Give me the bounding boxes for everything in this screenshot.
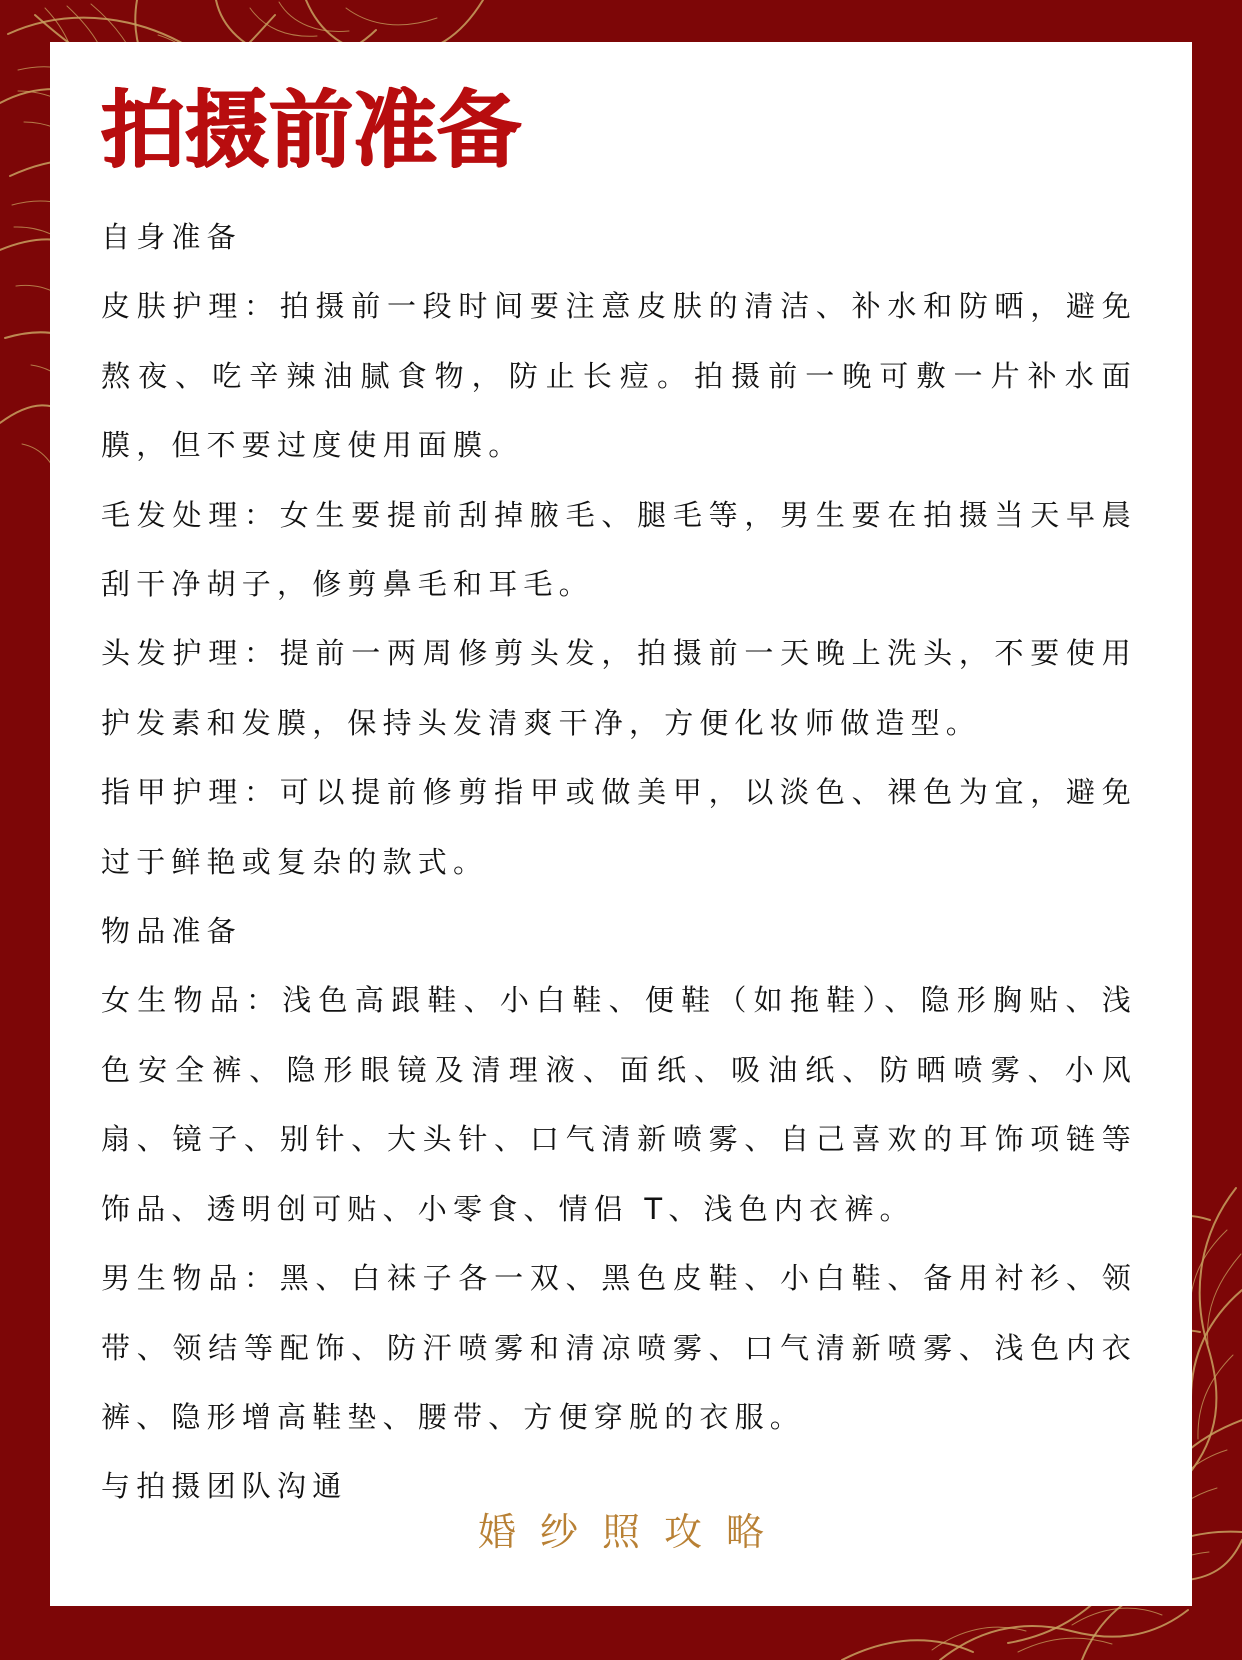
page-title: 拍摄前准备: [101, 81, 522, 179]
skin-care-paragraph: 皮肤护理：拍摄前一段时间要注意皮肤的清洁、补水和防晒，避免熬夜、吃辛辣油腻食物，防止长痘。拍摄前一晚可敷一片补水面膜，但不要过度使用面膜。: [101, 289, 1137, 463]
footer-title: 婚纱照攻略: [477, 1510, 788, 1554]
section-heading-items-preparation: 物品准备: [101, 914, 242, 949]
women-items-paragraph: 女生物品：浅色高跟鞋、小白鞋、便鞋（如拖鞋）、隐形胸贴、浅色安全裤、隐形眼镜及清理液、面纸、吸油纸、防晒喷雾、小风扇、镜子、别针、大头针、口气清新喷雾、自己喜欢的耳饰项链等饰品、透明创可贴、小零食、情侣 T、浅色内衣裤。: [101, 983, 1137, 1226]
nail-care-paragraph: 指甲护理：可以提前修剪指甲或做美甲，以淡色、裸色为宜，避免过于鲜艳或复杂的款式。: [101, 775, 1137, 879]
section-heading-team-communication: 与拍摄团队沟通: [101, 1469, 348, 1504]
section-heading-self-preparation: 自身准备: [101, 220, 242, 254]
document-content: [101, 203, 1137, 1522]
men-items-paragraph: 男生物品：黑、白袜子各一双、黑色皮鞋、小白鞋、备用衬衫、领带、领结等配饰、防汗喷雾和清凉喷雾、口气清新喷雾、浅色内衣裤、隐形增高鞋垫、腰带、方便穿脱的衣服。: [101, 1261, 1137, 1434]
hair-removal-paragraph: 毛发处理：女生要提前刮掉腋毛、腿毛等，男生要在拍摄当天早晨刮干净胡子，修剪鼻毛和耳毛。: [101, 497, 1137, 602]
document-card: [50, 42, 1192, 1606]
hair-care-paragraph: 头发护理：提前一两周修剪头发，拍摄前一天晚上洗头，不要使用护发素和发膜，保持头发清爽干净，方便化妆师做造型。: [101, 636, 1137, 740]
